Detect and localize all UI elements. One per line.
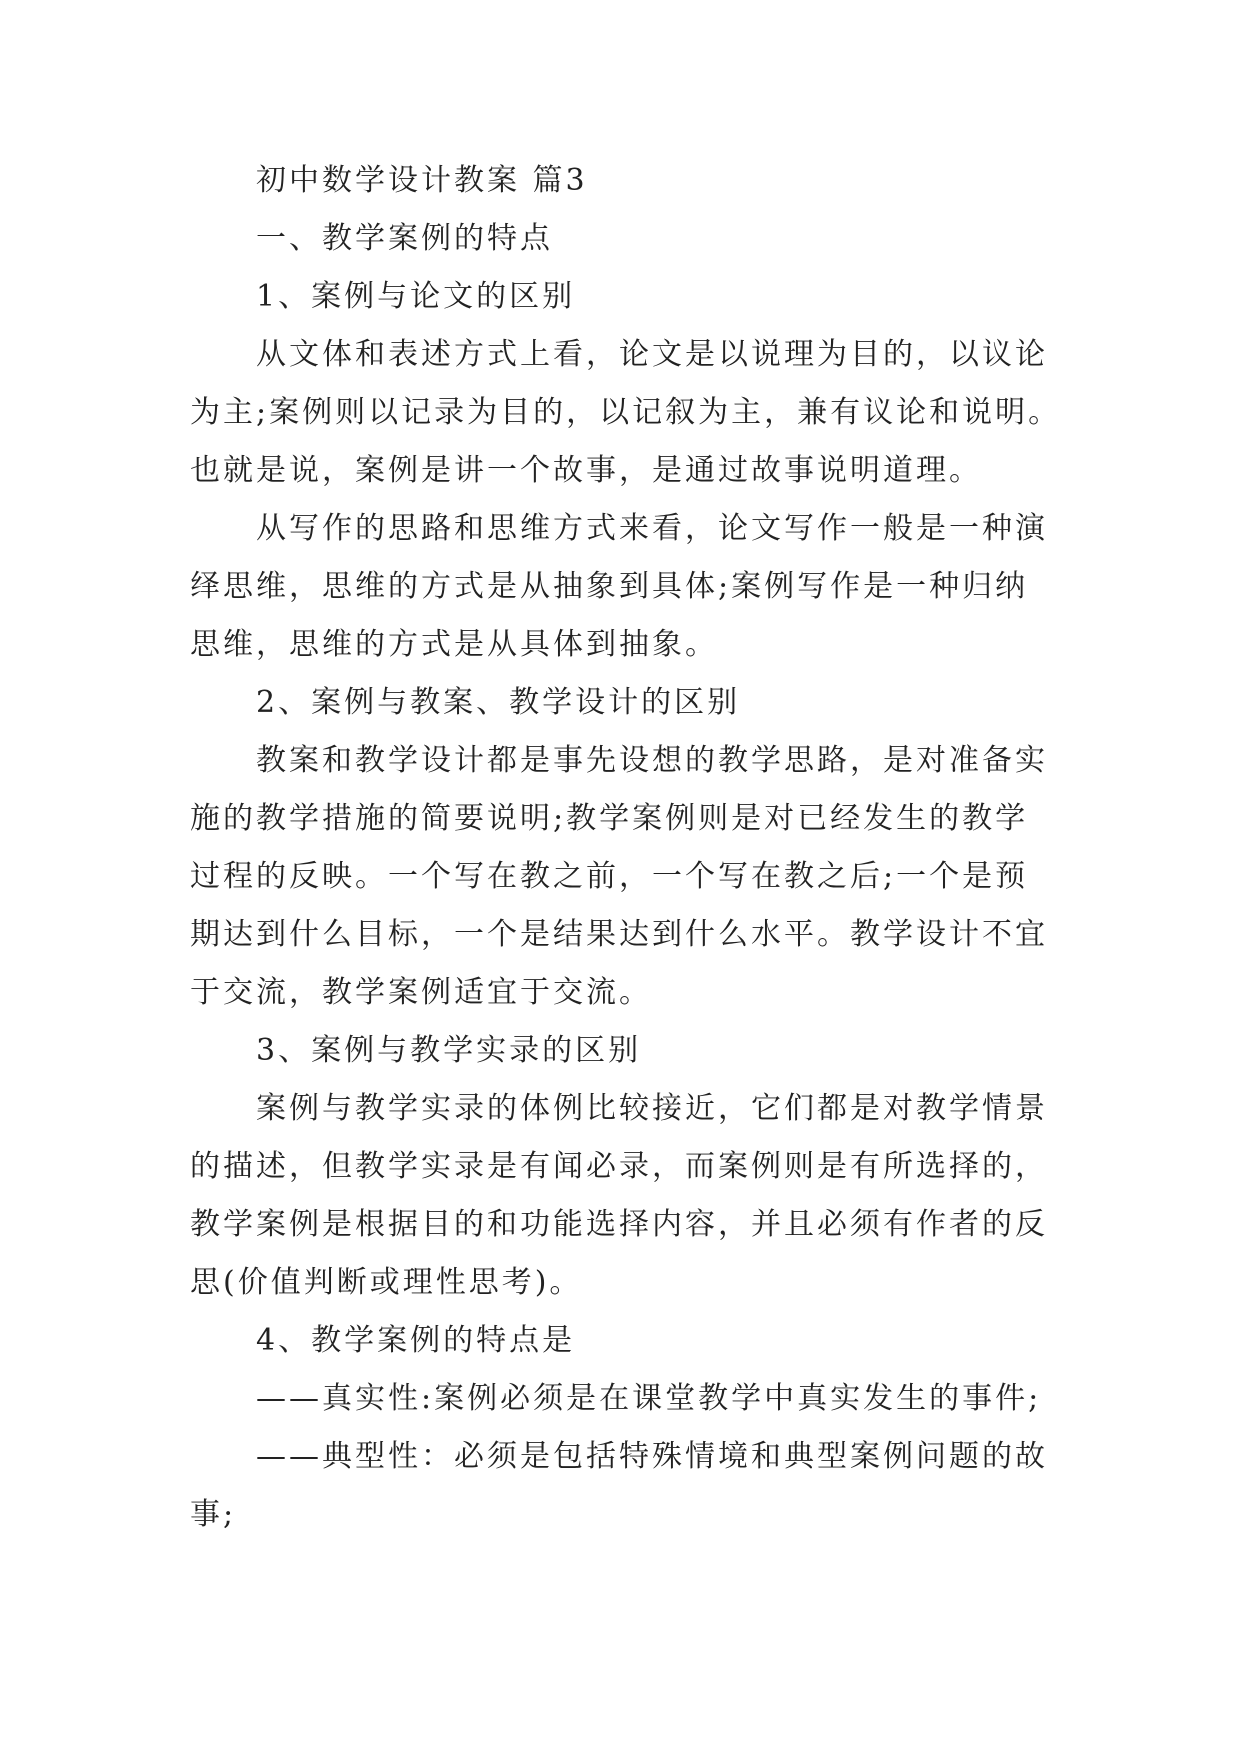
paragraph-line: 事;	[190, 1497, 237, 1532]
document-body	[190, 160, 1060, 1552]
paragraph-line: 教案和教学设计都是事先设想的教学思路，是对准备实	[256, 743, 1048, 778]
list-item: ——真实性:案例必须是在课堂教学中真实发生的事件;	[256, 1381, 1042, 1416]
subsection-heading: 1、案例与论文的区别	[256, 279, 576, 314]
subsection-heading: 2、案例与教案、教学设计的区别	[256, 685, 741, 720]
paragraph-line: 为主;案例则以记录为目的，以记叙为主，兼有议论和说明。	[190, 395, 1062, 430]
paragraph-line: 施的教学措施的简要说明;教学案例则是对已经发生的教学	[190, 801, 1029, 836]
paragraph-line: 思(价值判断或理性思考)。	[190, 1265, 583, 1300]
paragraph-line: 的描述，但教学实录是有闻必录，而案例则是有所选择的，	[190, 1149, 1048, 1184]
paragraph-line: 期达到什么目标，一个是结果达到什么水平。教学设计不宜	[190, 917, 1048, 952]
section-heading: 一、教学案例的特点	[256, 221, 553, 256]
paragraph-line: 绎思维，思维的方式是从抽象到具体;案例写作是一种归纳	[190, 569, 1029, 604]
subsection-heading: 3、案例与教学实录的区别	[256, 1033, 642, 1068]
paragraph-line: 思维，思维的方式是从具体到抽象。	[190, 627, 718, 662]
paragraph-line: 教学案例是根据目的和功能选择内容，并且必须有作者的反	[190, 1207, 1048, 1242]
subsection-heading: 4、教学案例的特点是	[256, 1323, 576, 1358]
paragraph-line: 过程的反映。一个写在教之前，一个写在教之后;一个是预	[190, 859, 1029, 894]
document-title: 初中数学设计教案 篇3	[256, 163, 588, 198]
list-item: ——典型性：必须是包括特殊情境和典型案例问题的故	[256, 1439, 1048, 1474]
paragraph-line: 案例与教学实录的体例比较接近，它们都是对教学情景	[256, 1091, 1048, 1126]
paragraph-line: 于交流，教学案例适宜于交流。	[190, 975, 652, 1010]
paragraph-line: 从写作的思路和思维方式来看，论文写作一般是一种演	[256, 511, 1048, 546]
paragraph-line: 从文体和表述方式上看，论文是以说理为目的，以议论	[256, 337, 1048, 372]
paragraph-line: 也就是说，案例是讲一个故事，是通过故事说明道理。	[190, 453, 982, 488]
